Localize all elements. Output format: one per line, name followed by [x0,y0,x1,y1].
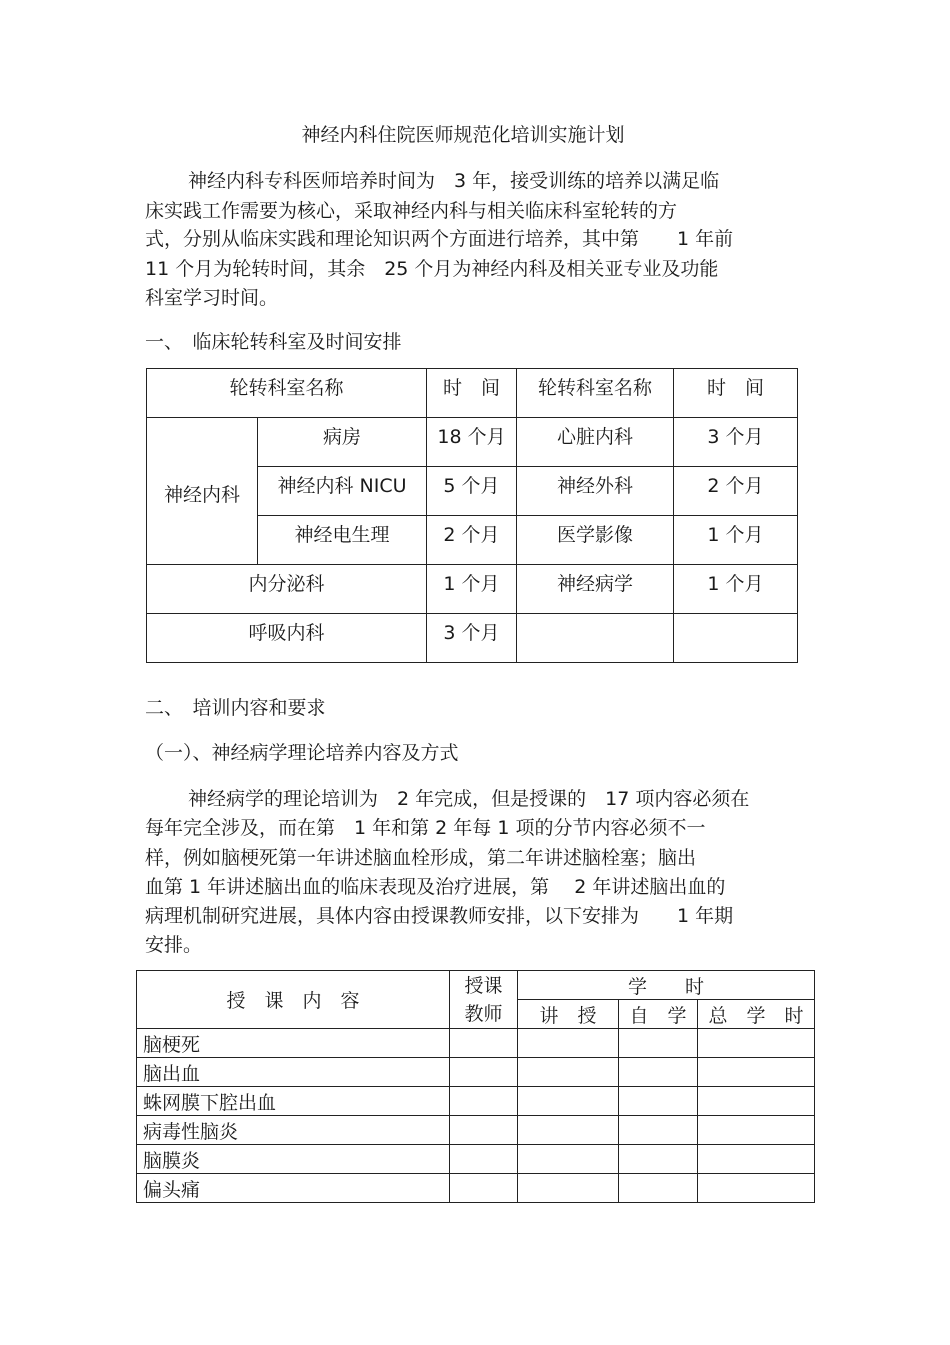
section-heading-training: 二、 培训内容和要求 [145,697,326,719]
dept-cell-2: 神经病学 [517,565,674,614]
time-cell-2 [674,614,798,663]
table-row [137,1087,815,1116]
theory-line-1: 神经病学的理论培训为 2 年完成，但是授课的 17 项内容必须在 [188,788,750,810]
group-label: 神经内科 [147,418,258,565]
self-cell [619,1087,698,1116]
total-cell [698,1087,815,1116]
rotation-table [146,368,798,663]
time-cell-2: 1 个月 [674,516,798,565]
dept-cell-2: 医学影像 [517,516,674,565]
self-cell [619,1029,698,1058]
teacher-cell [450,1058,518,1087]
intro-line-3: 式，分别从临床实践和理论知识两个方面进行培养，其中第 1 年前 [145,228,734,250]
intro-line-2: 床实践工作需要为核心，采取神经内科与相关临床科室轮转的方 [145,200,678,222]
total-cell [698,1029,815,1058]
course-cell: 脑出血 [137,1058,450,1087]
self-cell [619,1174,698,1203]
course-cell: 蛛网膜下腔出血 [137,1087,450,1116]
teacher-cell [450,1145,518,1174]
course-table [136,970,815,1203]
teacher-cell [450,1087,518,1116]
lecture-cell [518,1058,619,1087]
dept-cell-2: 神经外科 [517,467,674,516]
header-teacher-line-1: 授课 [464,974,503,997]
dept-cell: 病房 [258,418,427,467]
self-cell [619,1116,698,1145]
time-cell: 3 个月 [427,614,517,663]
time-cell-2: 2 个月 [674,467,798,516]
document-title: 神经内科住院医师规范化培训实施计划 [301,124,625,146]
header-teacher-line-2: 教师 [464,1002,503,1025]
dept-cell-2: 心脏内科 [517,418,674,467]
table-row [147,418,798,467]
theory-line-3: 样，例如脑梗死第一年讲述脑血栓形成，第二年讲述脑栓塞；脑出 [145,847,697,869]
intro-line-5: 科室学习时间。 [145,287,279,309]
time-cell: 18 个月 [427,418,517,467]
table-row [147,369,798,418]
lecture-cell [518,1116,619,1145]
theory-line-2: 每年完全涉及，而在第 1 年和第 2 年每 1 项的分节内容必须不一 [145,817,706,839]
header-hours: 学 时 [518,971,815,1000]
subsection-heading-theory: （一）、神经病学理论培养内容及方式 [145,742,459,764]
table-row [137,1174,815,1203]
header-time: 时 间 [427,369,517,418]
theory-line-5: 病理机制研究进展，具体内容由授课教师安排，以下安排为 1 年期 [145,905,734,927]
lecture-cell [518,1145,619,1174]
time-cell: 1 个月 [427,565,517,614]
lecture-cell [518,1087,619,1116]
table-row [137,1029,815,1058]
header-dept: 轮转科室名称 [147,369,427,418]
table-row [137,1058,815,1087]
total-cell [698,1116,815,1145]
self-cell [619,1145,698,1174]
header-content: 授 课 内 容 [137,971,450,1029]
time-cell: 5 个月 [427,467,517,516]
table-row [147,565,798,614]
course-cell: 脑膜炎 [137,1145,450,1174]
dept-cell-2 [517,614,674,663]
teacher-cell [450,1116,518,1145]
dept-cell: 神经内科 NICU [258,467,427,516]
header-self-study: 自 学 [619,1000,698,1029]
theory-line-6: 安排。 [145,934,203,956]
header-dept-2: 轮转科室名称 [517,369,674,418]
intro-line-4: 11 个月为轮转时间，其余 25 个月为神经内科及相关亚专业及功能 [145,258,719,280]
course-cell: 病毒性脑炎 [137,1116,450,1145]
self-cell [619,1058,698,1087]
total-cell [698,1174,815,1203]
teacher-cell [450,1174,518,1203]
dept-cell: 呼吸内科 [147,614,427,663]
table-row [137,1116,815,1145]
table-row [147,614,798,663]
time-cell-2: 3 个月 [674,418,798,467]
course-cell: 脑梗死 [137,1029,450,1058]
intro-line-1: 神经内科专科医师培养时间为 3 年，接受训练的培养以满足临 [188,170,720,192]
dept-cell: 内分泌科 [147,565,427,614]
theory-line-4: 血第 1 年讲述脑出血的临床表现及治疗进展，第 2 年讲述脑出血的 [145,876,726,898]
header-teacher [450,971,518,1029]
time-cell-2: 1 个月 [674,565,798,614]
dept-cell: 神经电生理 [258,516,427,565]
total-cell [698,1145,815,1174]
header-total-hours: 总 学 时 [698,1000,815,1029]
lecture-cell [518,1029,619,1058]
header-lecture: 讲 授 [518,1000,619,1029]
header-time-2: 时 间 [674,369,798,418]
lecture-cell [518,1174,619,1203]
table-row [137,971,815,1000]
total-cell [698,1058,815,1087]
table-row [137,1145,815,1174]
time-cell: 2 个月 [427,516,517,565]
section-heading-rotation: 一、 临床轮转科室及时间安排 [145,331,402,353]
teacher-cell [450,1029,518,1058]
course-cell: 偏头痛 [137,1174,450,1203]
